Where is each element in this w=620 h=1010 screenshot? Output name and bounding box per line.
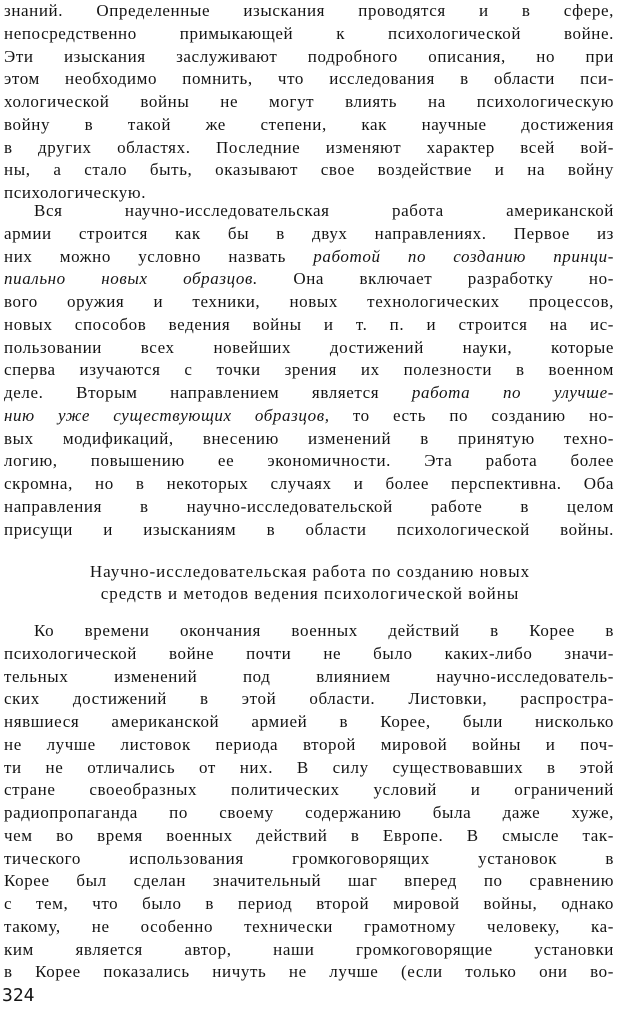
- text-line: скромна, но в некоторых случаях и более перспективна. Оба: [4, 474, 614, 493]
- paragraph-1: [4, 0, 614, 205]
- text-line: вого оружия и техники, новых технологических процессов,: [4, 292, 614, 311]
- text-line: чем во время военных действий в Европе. В смысле так-: [4, 825, 614, 845]
- text-line: психологической войне почти не было каких-либо значи-: [4, 643, 614, 663]
- text-line: Ко времени окончания военных действий в Корее в: [34, 621, 614, 640]
- text-line: такому, не особенно технически грамотному человеку, ка-: [4, 916, 614, 936]
- text-line: направления в научно-исследовательской работе в целом: [4, 496, 614, 516]
- italic-phrase: нию уже существующих образцов,: [4, 405, 330, 425]
- heading-line: Научно-исследовательская работа по созданию новых: [89, 562, 531, 581]
- text-line: в Корее показались ничуть не лучше (если только они во-: [4, 962, 614, 982]
- text-line: не лучше листовок периода второй мировой войны и поч-: [4, 734, 614, 754]
- text-line: нявшиеся американской армией в Корее, были нисколько: [4, 712, 614, 731]
- text-line: [4, 405, 614, 428]
- text-fragment: то есть по созданию но-: [329, 405, 614, 425]
- heading-line: средств и методов ведения психологической войны: [100, 584, 520, 603]
- paragraph-2: [4, 200, 614, 541]
- italic-phrase: работа по улучше-: [411, 383, 614, 402]
- text-line: хологической войны не могут влиять на психологическую: [4, 92, 614, 111]
- text-line: знаний. Определенные изыскания проводятся и в сфере,: [4, 1, 614, 20]
- italic-phrase: работой по созданию принци-: [313, 246, 614, 266]
- text-line: радиопропаганда по своему содержанию была даже хуже,: [4, 803, 614, 822]
- text-fragment: них можно условно назвать: [4, 246, 314, 266]
- text-line: [4, 382, 614, 405]
- paragraph-3: [4, 620, 614, 984]
- section-heading: [0, 561, 620, 605]
- text-line: с тем, что было в период второй мировой войны, однако: [4, 894, 614, 913]
- text-line: тельных изменений под влиянием научно-исследователь-: [4, 666, 614, 686]
- text-line: войну в такой же степени, как научные достижения: [4, 114, 614, 134]
- text-line: [4, 268, 614, 291]
- text-line: в других областях. Последние изменяют характер всей вой-: [4, 137, 614, 157]
- text-line: ким является автор, наши громкоговорящие установки: [4, 939, 614, 959]
- text-line: тического использования громкоговорящих установок в: [4, 848, 614, 868]
- text-line: стране своеобразных политических условий и ограничений: [4, 780, 614, 800]
- text-fragment: Она включает разработку но-: [257, 269, 614, 289]
- text-line: психологическую.: [4, 183, 147, 202]
- text-line: ти не отличались от них. В силу существовавших в этой: [4, 757, 614, 777]
- text-line: пользовании всех новейших достижений науки, которые: [4, 337, 614, 357]
- italic-phrase: пиально новых образцов.: [4, 269, 258, 289]
- text-line: новых способов ведения войны и т. п. и строится на ис-: [4, 314, 614, 334]
- text-line: сперва изучаются с точки зрения их полезности в военном: [4, 360, 614, 380]
- text-line: вых модификаций, внесению изменений в принятую техно-: [4, 428, 614, 448]
- text-line: армии строится как бы в двух направлениях. Первое из: [4, 223, 614, 243]
- text-line: непосредственно примыкающей к психологической войне.: [4, 23, 614, 43]
- text-line: этом необходимо помнить, что исследования в области пси-: [4, 69, 614, 89]
- text-line: [4, 246, 614, 269]
- text-line: Вся научно-исследовательская работа американской: [34, 201, 614, 220]
- page-number: 324: [2, 985, 35, 1006]
- text-line: логию, повышению ее экономичности. Эта работа более: [4, 451, 614, 471]
- text-line: Корее был сделан значительный шаг вперед по сравнению: [4, 871, 614, 891]
- text-line: ны, а стало быть, оказывают свое воздействие и на войну: [4, 160, 614, 180]
- text-line: ских достижений в этой области. Листовки, распростра-: [4, 689, 614, 709]
- text-line: Эти изыскания заслуживают подробного описания, но при: [4, 46, 614, 66]
- text-line: присущи и изысканиям в области психологической войны.: [4, 519, 614, 539]
- text-fragment: деле. Вторым направлением является: [4, 383, 412, 402]
